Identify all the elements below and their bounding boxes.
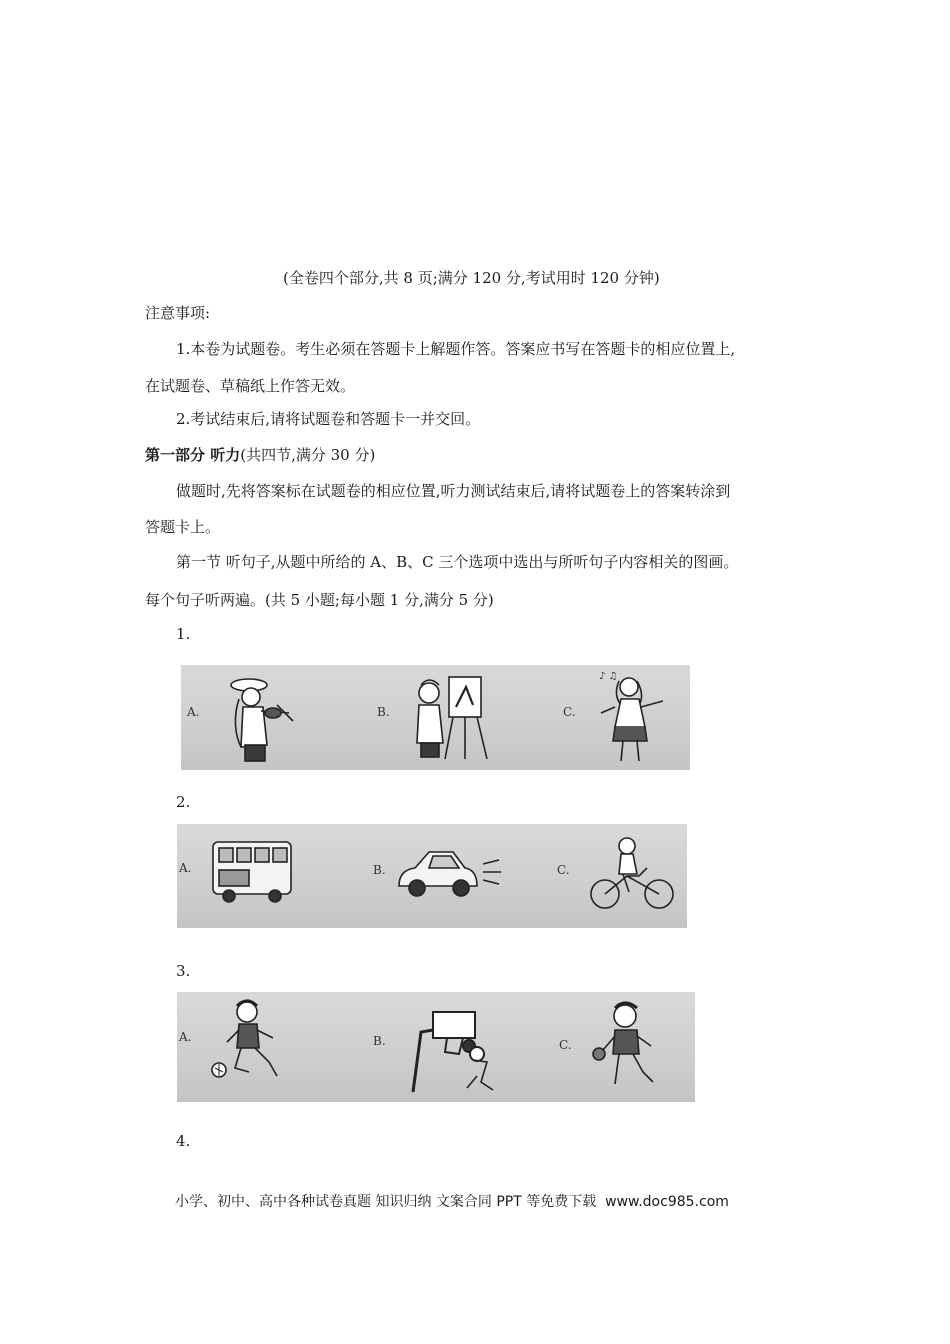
question-2-picture	[177, 824, 687, 928]
option-label-c: C.	[563, 705, 576, 719]
section1-instruction-line-1: 第一节 听句子,从题中所给的 A、B、C 三个选项中选出与所听句子内容相关的图画。	[176, 553, 739, 571]
part1-instruction-line-1: 做题时,先将答案标在试题卷的相应位置,听力测试结束后,请将试题卷上的答案转涂到	[176, 482, 731, 500]
notice-title: 注意事项:	[145, 304, 211, 322]
question-1-picture	[181, 665, 690, 770]
part1-heading	[145, 445, 375, 465]
part1-subtitle: (共四节,满分 30 分)	[240, 446, 376, 464]
singer-illustration	[599, 671, 663, 761]
question-number: 1.	[176, 625, 191, 643]
dribbling-boy-illustration	[593, 1003, 653, 1084]
question-number: 4.	[176, 1132, 191, 1150]
notice-item-1-line-1: 1.本卷为试题卷。考生必须在答题卡上解题作答。答案应书写在答题卡的相应位置上,	[176, 340, 736, 358]
painter-illustration	[417, 677, 487, 759]
footer-text: 小学、初中、高中各种试卷真题 知识归纳 文案合同 PPT 等免费下载	[175, 1194, 597, 1210]
car-illustration	[399, 852, 501, 896]
question-number: 2.	[176, 793, 191, 811]
svg-text:♪ ♫: ♪ ♫	[599, 671, 618, 682]
bicycle-illustration	[591, 838, 673, 908]
option-label-c: C.	[557, 863, 570, 877]
part1-title: 第一部分 听力	[145, 446, 241, 464]
option-label-b: B.	[373, 863, 386, 877]
football-player-illustration	[212, 1001, 277, 1077]
basketball-illustration	[413, 1012, 493, 1092]
footer-link[interactable]: www.doc985.com	[605, 1194, 729, 1210]
option-label-a: A.	[179, 1030, 192, 1044]
option-label-a: A.	[179, 861, 192, 875]
notice-item-2: 2.考试结束后,请将试题卷和答题卡一并交回。	[176, 410, 481, 428]
question-number: 3.	[176, 962, 191, 980]
question-3-picture	[177, 992, 695, 1102]
option-label-c: C.	[559, 1038, 572, 1052]
bus-illustration	[213, 842, 291, 902]
notice-item-1-line-2: 在试题卷、草稿纸上作答无效。	[145, 377, 356, 395]
option-label-b: B.	[377, 705, 390, 719]
option-label-b: B.	[373, 1034, 386, 1048]
page-footer	[175, 1192, 729, 1212]
part1-instruction-line-2: 答题卡上。	[145, 518, 221, 536]
section1-instruction-line-2: 每个句子听两遍。(共 5 小题;每小题 1 分,满分 5 分)	[145, 591, 494, 609]
option-label-a: A.	[187, 705, 200, 719]
violin-player-illustration	[231, 679, 293, 761]
exam-intro: (全卷四个部分,共 8 页;满分 120 分,考试用时 120 分钟)	[283, 269, 660, 287]
